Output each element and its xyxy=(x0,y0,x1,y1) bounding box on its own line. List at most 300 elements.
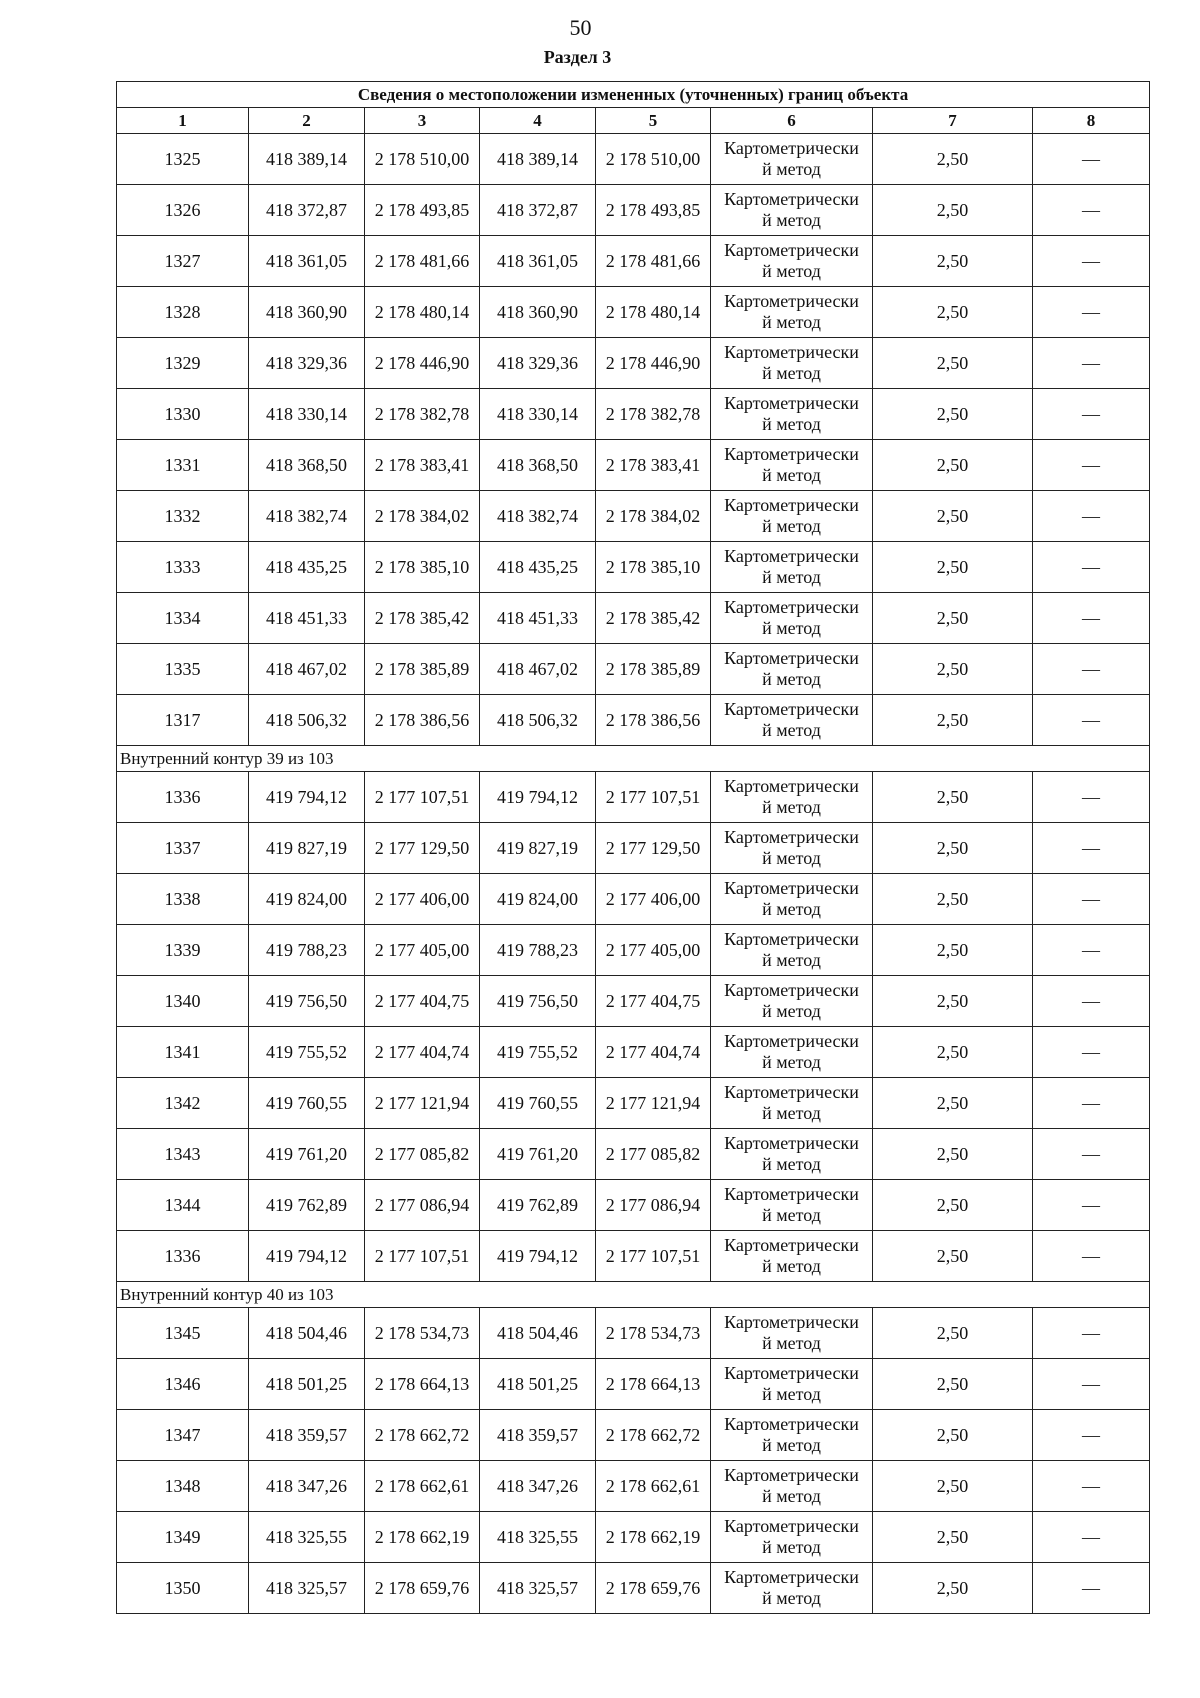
method-line: Картометрически xyxy=(724,648,859,668)
point-number: 1317 xyxy=(117,695,249,746)
method xyxy=(711,1129,873,1180)
method-line: Картометрически xyxy=(724,827,859,847)
x-existing: 418 359,57 xyxy=(249,1410,365,1461)
accuracy: 2,50 xyxy=(873,1231,1033,1282)
description: — xyxy=(1033,772,1150,823)
x-new: 418 329,36 xyxy=(480,338,596,389)
y-new: 2 178 493,85 xyxy=(596,185,711,236)
contour-row xyxy=(117,1282,1150,1308)
y-new: 2 177 086,94 xyxy=(596,1180,711,1231)
y-new: 2 178 659,76 xyxy=(596,1563,711,1614)
y-existing: 2 178 386,56 xyxy=(365,695,480,746)
method-line: й метод xyxy=(762,159,821,179)
point-number: 1325 xyxy=(117,134,249,185)
x-existing: 418 360,90 xyxy=(249,287,365,338)
table-row xyxy=(117,976,1150,1027)
method-line: Картометрически xyxy=(724,1031,859,1051)
method xyxy=(711,236,873,287)
x-existing: 418 382,74 xyxy=(249,491,365,542)
table-row xyxy=(117,134,1150,185)
method xyxy=(711,925,873,976)
method-line: Картометрически xyxy=(724,699,859,719)
description: — xyxy=(1033,1563,1150,1614)
table-row xyxy=(117,1563,1150,1614)
y-existing: 2 178 385,42 xyxy=(365,593,480,644)
y-existing: 2 178 664,13 xyxy=(365,1359,480,1410)
method-line: й метод xyxy=(762,848,821,868)
y-existing: 2 177 405,00 xyxy=(365,925,480,976)
table-row xyxy=(117,1410,1150,1461)
x-new: 419 760,55 xyxy=(480,1078,596,1129)
x-new: 418 389,14 xyxy=(480,134,596,185)
x-existing: 418 368,50 xyxy=(249,440,365,491)
table-row xyxy=(117,874,1150,925)
y-new: 2 177 107,51 xyxy=(596,772,711,823)
method-line: й метод xyxy=(762,1256,821,1276)
accuracy: 2,50 xyxy=(873,1512,1033,1563)
method xyxy=(711,134,873,185)
x-new: 418 359,57 xyxy=(480,1410,596,1461)
method xyxy=(711,491,873,542)
y-existing: 2 178 384,02 xyxy=(365,491,480,542)
column-number-row xyxy=(117,108,1150,134)
method-line: Картометрически xyxy=(724,1184,859,1204)
y-existing: 2 178 662,19 xyxy=(365,1512,480,1563)
description: — xyxy=(1033,695,1150,746)
x-new: 419 794,12 xyxy=(480,772,596,823)
point-number: 1340 xyxy=(117,976,249,1027)
y-new: 2 178 510,00 xyxy=(596,134,711,185)
accuracy: 2,50 xyxy=(873,925,1033,976)
method-line: Картометрически xyxy=(724,1465,859,1485)
column-number: 4 xyxy=(480,108,596,134)
point-number: 1348 xyxy=(117,1461,249,1512)
description: — xyxy=(1033,976,1150,1027)
table-row xyxy=(117,1231,1150,1282)
method-line: Картометрически xyxy=(724,776,859,796)
description: — xyxy=(1033,1180,1150,1231)
method-line: Картометрически xyxy=(724,240,859,260)
method-line: й метод xyxy=(762,210,821,230)
x-new: 418 330,14 xyxy=(480,389,596,440)
description: — xyxy=(1033,823,1150,874)
method-line: Картометрически xyxy=(724,929,859,949)
description: — xyxy=(1033,440,1150,491)
table-row xyxy=(117,1512,1150,1563)
x-new: 419 824,00 xyxy=(480,874,596,925)
description: — xyxy=(1033,134,1150,185)
method-line: й метод xyxy=(762,1435,821,1455)
x-existing: 418 329,36 xyxy=(249,338,365,389)
y-new: 2 177 129,50 xyxy=(596,823,711,874)
method-line: й метод xyxy=(762,1052,821,1072)
method xyxy=(711,1563,873,1614)
point-number: 1341 xyxy=(117,1027,249,1078)
point-number: 1336 xyxy=(117,1231,249,1282)
method-line: Картометрически xyxy=(724,980,859,1000)
accuracy: 2,50 xyxy=(873,1563,1033,1614)
description: — xyxy=(1033,1359,1150,1410)
column-number: 2 xyxy=(249,108,365,134)
x-existing: 418 389,14 xyxy=(249,134,365,185)
description: — xyxy=(1033,389,1150,440)
x-new: 418 368,50 xyxy=(480,440,596,491)
x-new: 419 761,20 xyxy=(480,1129,596,1180)
accuracy: 2,50 xyxy=(873,976,1033,1027)
x-existing: 418 372,87 xyxy=(249,185,365,236)
description: — xyxy=(1033,542,1150,593)
method xyxy=(711,1027,873,1078)
table-row xyxy=(117,1027,1150,1078)
method-line: Картометрически xyxy=(724,495,859,515)
method-line: Картометрически xyxy=(724,138,859,158)
y-new: 2 178 534,73 xyxy=(596,1308,711,1359)
method-line: Картометрически xyxy=(724,546,859,566)
y-new: 2 177 404,74 xyxy=(596,1027,711,1078)
y-existing: 2 178 659,76 xyxy=(365,1563,480,1614)
x-new: 418 325,55 xyxy=(480,1512,596,1563)
column-number: 3 xyxy=(365,108,480,134)
method xyxy=(711,185,873,236)
description: — xyxy=(1033,644,1150,695)
y-existing: 2 178 385,10 xyxy=(365,542,480,593)
accuracy: 2,50 xyxy=(873,1078,1033,1129)
x-new: 418 347,26 xyxy=(480,1461,596,1512)
y-existing: 2 178 493,85 xyxy=(365,185,480,236)
x-new: 419 788,23 xyxy=(480,925,596,976)
method-line: Картометрически xyxy=(724,291,859,311)
point-number: 1327 xyxy=(117,236,249,287)
method-line: Картометрически xyxy=(724,597,859,617)
point-number: 1345 xyxy=(117,1308,249,1359)
table-row xyxy=(117,338,1150,389)
method-line: й метод xyxy=(762,1588,821,1608)
table-body xyxy=(117,134,1150,1614)
method-line: Картометрически xyxy=(724,1312,859,1332)
x-existing: 419 762,89 xyxy=(249,1180,365,1231)
x-existing: 419 794,12 xyxy=(249,1231,365,1282)
y-new: 2 178 662,19 xyxy=(596,1512,711,1563)
method xyxy=(711,593,873,644)
y-existing: 2 178 662,61 xyxy=(365,1461,480,1512)
section-title: Раздел 3 xyxy=(543,47,612,67)
method-line: й метод xyxy=(762,618,821,638)
y-new: 2 178 662,61 xyxy=(596,1461,711,1512)
table-row xyxy=(117,772,1150,823)
point-number: 1342 xyxy=(117,1078,249,1129)
point-number: 1328 xyxy=(117,287,249,338)
description: — xyxy=(1033,287,1150,338)
x-new: 418 325,57 xyxy=(480,1563,596,1614)
y-existing: 2 178 383,41 xyxy=(365,440,480,491)
method xyxy=(711,1308,873,1359)
table-row xyxy=(117,695,1150,746)
y-existing: 2 178 446,90 xyxy=(365,338,480,389)
accuracy: 2,50 xyxy=(873,695,1033,746)
table-row xyxy=(117,491,1150,542)
boundary-coordinates-table xyxy=(116,81,1150,1614)
method-line: Картометрически xyxy=(724,393,859,413)
accuracy: 2,50 xyxy=(873,542,1033,593)
x-new: 418 361,05 xyxy=(480,236,596,287)
x-existing: 419 755,52 xyxy=(249,1027,365,1078)
x-existing: 419 824,00 xyxy=(249,874,365,925)
point-number: 1334 xyxy=(117,593,249,644)
y-existing: 2 177 086,94 xyxy=(365,1180,480,1231)
accuracy: 2,50 xyxy=(873,1308,1033,1359)
method xyxy=(711,389,873,440)
y-existing: 2 178 385,89 xyxy=(365,644,480,695)
accuracy: 2,50 xyxy=(873,491,1033,542)
description: — xyxy=(1033,338,1150,389)
column-number: 8 xyxy=(1033,108,1150,134)
method-line: Картометрически xyxy=(724,1363,859,1383)
table-row xyxy=(117,1461,1150,1512)
point-number: 1338 xyxy=(117,874,249,925)
description: — xyxy=(1033,185,1150,236)
accuracy: 2,50 xyxy=(873,1180,1033,1231)
x-existing: 418 347,26 xyxy=(249,1461,365,1512)
accuracy: 2,50 xyxy=(873,1129,1033,1180)
accuracy: 2,50 xyxy=(873,823,1033,874)
y-existing: 2 178 662,72 xyxy=(365,1410,480,1461)
method-line: й метод xyxy=(762,363,821,383)
method-line: Картометрически xyxy=(724,1082,859,1102)
point-number: 1339 xyxy=(117,925,249,976)
table-row xyxy=(117,1180,1150,1231)
method xyxy=(711,338,873,389)
accuracy: 2,50 xyxy=(873,287,1033,338)
description: — xyxy=(1033,1129,1150,1180)
method-line: й метод xyxy=(762,1537,821,1557)
x-existing: 419 760,55 xyxy=(249,1078,365,1129)
method xyxy=(711,823,873,874)
accuracy: 2,50 xyxy=(873,1461,1033,1512)
method-line: й метод xyxy=(762,567,821,587)
table-caption: Сведения о местоположении измененных (уточненных) границ объекта xyxy=(117,82,1150,108)
table-row xyxy=(117,644,1150,695)
y-new: 2 177 121,94 xyxy=(596,1078,711,1129)
x-new: 419 756,50 xyxy=(480,976,596,1027)
method xyxy=(711,874,873,925)
method-line: Картометрически xyxy=(724,1567,859,1587)
method xyxy=(711,1078,873,1129)
method-line: й метод xyxy=(762,414,821,434)
table-row xyxy=(117,823,1150,874)
y-existing: 2 178 481,66 xyxy=(365,236,480,287)
x-new: 418 506,32 xyxy=(480,695,596,746)
accuracy: 2,50 xyxy=(873,1027,1033,1078)
y-existing: 2 177 121,94 xyxy=(365,1078,480,1129)
y-new: 2 178 662,72 xyxy=(596,1410,711,1461)
method-line: й метод xyxy=(762,1103,821,1123)
x-existing: 419 756,50 xyxy=(249,976,365,1027)
table-row xyxy=(117,1129,1150,1180)
x-existing: 418 451,33 xyxy=(249,593,365,644)
point-number: 1343 xyxy=(117,1129,249,1180)
point-number: 1331 xyxy=(117,440,249,491)
point-number: 1344 xyxy=(117,1180,249,1231)
x-existing: 418 504,46 xyxy=(249,1308,365,1359)
y-new: 2 177 405,00 xyxy=(596,925,711,976)
description: — xyxy=(1033,1027,1150,1078)
table-row xyxy=(117,1308,1150,1359)
point-number: 1335 xyxy=(117,644,249,695)
method-line: Картометрически xyxy=(724,444,859,464)
point-number: 1349 xyxy=(117,1512,249,1563)
x-existing: 419 761,20 xyxy=(249,1129,365,1180)
accuracy: 2,50 xyxy=(873,772,1033,823)
x-new: 418 372,87 xyxy=(480,185,596,236)
page-number: 50 xyxy=(569,15,592,40)
description: — xyxy=(1033,1308,1150,1359)
contour-label: Внутренний контур 40 из 103 xyxy=(117,1282,1150,1308)
y-existing: 2 177 107,51 xyxy=(365,772,480,823)
column-number: 7 xyxy=(873,108,1033,134)
point-number: 1350 xyxy=(117,1563,249,1614)
table-row xyxy=(117,593,1150,644)
table-row xyxy=(117,1078,1150,1129)
method-line: й метод xyxy=(762,950,821,970)
y-existing: 2 177 107,51 xyxy=(365,1231,480,1282)
column-number: 5 xyxy=(596,108,711,134)
x-new: 419 762,89 xyxy=(480,1180,596,1231)
method-line: й метод xyxy=(762,465,821,485)
y-existing: 2 178 534,73 xyxy=(365,1308,480,1359)
method-line: й метод xyxy=(762,1154,821,1174)
contour-row xyxy=(117,746,1150,772)
accuracy: 2,50 xyxy=(873,236,1033,287)
contour-label: Внутренний контур 39 из 103 xyxy=(117,746,1150,772)
method-line: й метод xyxy=(762,899,821,919)
x-new: 418 504,46 xyxy=(480,1308,596,1359)
point-number: 1332 xyxy=(117,491,249,542)
y-existing: 2 177 404,75 xyxy=(365,976,480,1027)
point-number: 1337 xyxy=(117,823,249,874)
x-existing: 418 467,02 xyxy=(249,644,365,695)
method xyxy=(711,287,873,338)
point-number: 1346 xyxy=(117,1359,249,1410)
x-new: 418 382,74 xyxy=(480,491,596,542)
accuracy: 2,50 xyxy=(873,338,1033,389)
description: — xyxy=(1033,925,1150,976)
accuracy: 2,50 xyxy=(873,389,1033,440)
method xyxy=(711,1512,873,1563)
method-line: й метод xyxy=(762,261,821,281)
y-new: 2 178 385,89 xyxy=(596,644,711,695)
accuracy: 2,50 xyxy=(873,874,1033,925)
method-line: Картометрически xyxy=(724,342,859,362)
y-new: 2 177 406,00 xyxy=(596,874,711,925)
method xyxy=(711,1410,873,1461)
y-existing: 2 178 480,14 xyxy=(365,287,480,338)
method-line: й метод xyxy=(762,1001,821,1021)
point-number: 1347 xyxy=(117,1410,249,1461)
description: — xyxy=(1033,491,1150,542)
table-row xyxy=(117,236,1150,287)
description: — xyxy=(1033,874,1150,925)
description: — xyxy=(1033,236,1150,287)
method-line: й метод xyxy=(762,1205,821,1225)
x-existing: 418 435,25 xyxy=(249,542,365,593)
method-line: Картометрически xyxy=(724,878,859,898)
method-line: й метод xyxy=(762,797,821,817)
description: — xyxy=(1033,1461,1150,1512)
y-new: 2 178 446,90 xyxy=(596,338,711,389)
x-new: 419 794,12 xyxy=(480,1231,596,1282)
y-new: 2 178 385,42 xyxy=(596,593,711,644)
accuracy: 2,50 xyxy=(873,134,1033,185)
method xyxy=(711,1461,873,1512)
y-existing: 2 177 129,50 xyxy=(365,823,480,874)
y-new: 2 178 382,78 xyxy=(596,389,711,440)
point-number: 1333 xyxy=(117,542,249,593)
method-line: Картометрически xyxy=(724,189,859,209)
method-line: Картометрически xyxy=(724,1414,859,1434)
table-row xyxy=(117,440,1150,491)
y-existing: 2 177 085,82 xyxy=(365,1129,480,1180)
point-number: 1326 xyxy=(117,185,249,236)
x-new: 418 451,33 xyxy=(480,593,596,644)
description: — xyxy=(1033,1512,1150,1563)
y-new: 2 178 383,41 xyxy=(596,440,711,491)
method xyxy=(711,1180,873,1231)
table-row xyxy=(117,185,1150,236)
accuracy: 2,50 xyxy=(873,440,1033,491)
method-line: й метод xyxy=(762,720,821,740)
method-line: Картометрически xyxy=(724,1133,859,1153)
description: — xyxy=(1033,593,1150,644)
y-new: 2 177 404,75 xyxy=(596,976,711,1027)
table-row xyxy=(117,1359,1150,1410)
column-number: 1 xyxy=(117,108,249,134)
x-new: 418 435,25 xyxy=(480,542,596,593)
x-existing: 419 788,23 xyxy=(249,925,365,976)
y-new: 2 178 386,56 xyxy=(596,695,711,746)
y-existing: 2 177 406,00 xyxy=(365,874,480,925)
method-line: Картометрически xyxy=(724,1516,859,1536)
accuracy: 2,50 xyxy=(873,185,1033,236)
x-new: 418 467,02 xyxy=(480,644,596,695)
table-row xyxy=(117,287,1150,338)
y-existing: 2 178 510,00 xyxy=(365,134,480,185)
y-new: 2 178 664,13 xyxy=(596,1359,711,1410)
table-row xyxy=(117,389,1150,440)
x-existing: 418 506,32 xyxy=(249,695,365,746)
method-line: й метод xyxy=(762,1486,821,1506)
x-existing: 419 794,12 xyxy=(249,772,365,823)
x-existing: 418 501,25 xyxy=(249,1359,365,1410)
point-number: 1330 xyxy=(117,389,249,440)
method xyxy=(711,976,873,1027)
y-new: 2 178 385,10 xyxy=(596,542,711,593)
x-existing: 418 325,55 xyxy=(249,1512,365,1563)
column-number: 6 xyxy=(711,108,873,134)
point-number: 1329 xyxy=(117,338,249,389)
method-line: й метод xyxy=(762,312,821,332)
method xyxy=(711,542,873,593)
method-line: й метод xyxy=(762,1384,821,1404)
method xyxy=(711,1231,873,1282)
x-new: 418 360,90 xyxy=(480,287,596,338)
y-existing: 2 178 382,78 xyxy=(365,389,480,440)
description: — xyxy=(1033,1231,1150,1282)
x-existing: 418 325,57 xyxy=(249,1563,365,1614)
method xyxy=(711,772,873,823)
description: — xyxy=(1033,1078,1150,1129)
accuracy: 2,50 xyxy=(873,1359,1033,1410)
x-new: 419 827,19 xyxy=(480,823,596,874)
